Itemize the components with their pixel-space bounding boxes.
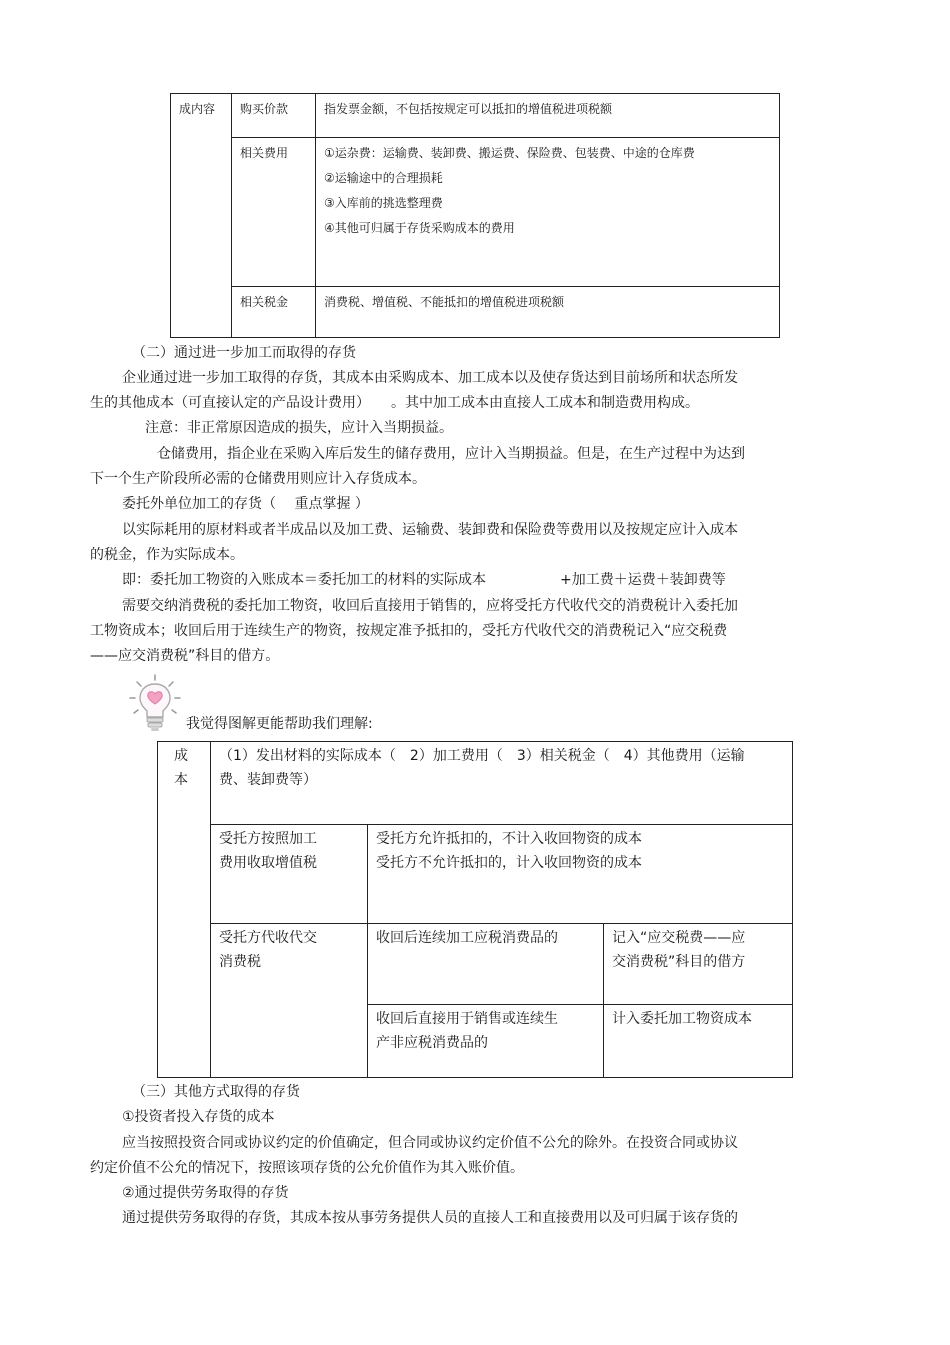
related-fees-item: ④其他可归属于存货采购成本的费用 bbox=[324, 221, 515, 235]
paragraph-line: ——应交消费税”科目的借方。 bbox=[90, 648, 280, 664]
vat-label-cell bbox=[211, 825, 368, 924]
row-label-cell bbox=[232, 94, 316, 138]
section3-heading: （三）其他方式取得的存货 bbox=[132, 1084, 300, 1100]
cost-components-text: 费、装卸费等） bbox=[219, 772, 317, 788]
consumption-tax-result: 计入委托加工物资成本 bbox=[612, 1011, 752, 1027]
related-taxes-label: 相关税金 bbox=[240, 295, 289, 309]
paragraph-line: 需要交纳消费税的委托加工物资，收回后直接用于销售的，应将受托方代收代交的消费税计入委托加 bbox=[122, 598, 738, 614]
consumption-tax-label-cell bbox=[211, 924, 368, 1078]
consumption-tax-result: 交消费税”科目的借方 bbox=[612, 954, 746, 970]
paragraph-line: 下一个生产阶段所必需的仓储费用则应计入存货成本。 bbox=[90, 471, 426, 487]
cost-components-cell bbox=[211, 742, 793, 825]
vat-rule: 受托方允许抵扣的，不计入收回物资的成本 bbox=[376, 831, 642, 847]
subheading: ②通过提供劳务取得的存货 bbox=[122, 1185, 289, 1201]
cost-category-cell bbox=[158, 742, 211, 1078]
paragraph-line: 工物资成本；收回后用于连续生产的物资，按规定准予抵扣的，受托方代收代交的消费税记入“应交税费 bbox=[90, 623, 728, 639]
related-fees-item: ②运输途中的合理损耗 bbox=[324, 171, 443, 185]
formula-line: +加工费＋运费＋装卸费等 bbox=[560, 572, 726, 588]
consumption-tax-case: 收回后直接用于销售或连续生 bbox=[376, 1011, 558, 1027]
purchase-price-label: 购买价款 bbox=[240, 102, 289, 116]
paragraph-line: 应当按照投资合同或协议约定的价值确定，但合同或协议约定价值不公允的除外。在投资合同或协议 bbox=[122, 1135, 738, 1151]
cost-category-char: 本 bbox=[174, 772, 188, 788]
formula-line: 即：委托加工物资的入账成本＝委托加工的材料的实际成本 bbox=[122, 572, 486, 588]
consumption-tax-case: 产非应税消费品的 bbox=[376, 1035, 488, 1051]
related-fees-label: 相关费用 bbox=[240, 146, 289, 160]
row-content-cell bbox=[316, 287, 780, 338]
paragraph-line: 的税金，作为实际成本。 bbox=[90, 547, 244, 563]
outsource-heading: 委托外单位加工的存货（ 重点掌握 ） bbox=[122, 496, 369, 512]
purchase-cost-table bbox=[170, 93, 780, 338]
related-fees-item: ③入库前的挑选整理费 bbox=[324, 196, 443, 210]
subheading: ①投资者投入存货的成本 bbox=[122, 1109, 275, 1125]
vat-content-cell bbox=[368, 825, 793, 924]
paragraph-line: 通过提供劳务取得的存货，其成本按从事劳务提供人员的直接人工和直接费用以及可归属于该存货的 bbox=[122, 1210, 738, 1226]
consumption-tax-case-cell bbox=[368, 1005, 604, 1078]
cost-category-char: 成 bbox=[174, 748, 188, 764]
outsource-cost-table bbox=[157, 741, 793, 1078]
consumption-tax-case-cell bbox=[368, 924, 604, 1005]
vat-rule: 受托方不允许抵扣的，计入收回物资的成本 bbox=[376, 855, 642, 871]
note-line: 注意：非正常原因造成的损失，应计入当期损益。 bbox=[145, 420, 453, 436]
consumption-tax-result-cell bbox=[604, 924, 793, 1005]
row-label-cell bbox=[232, 138, 316, 287]
vat-label: 受托方按照加工 bbox=[219, 831, 317, 847]
section2-heading: （二）通过进一步加工而取得的存货 bbox=[132, 345, 356, 361]
lightbulb-heart-icon bbox=[128, 673, 182, 733]
cost-category-label: 成内容 bbox=[179, 102, 216, 116]
paragraph-line: 约定价值不公允的情况下，按照该项存货的公允价值作为其入账价值。 bbox=[90, 1160, 524, 1176]
paragraph-line: 企业通过进一步加工取得的存货，其成本由采购成本、加工成本以及使存货达到目前场所和状态所发 bbox=[122, 370, 738, 386]
related-fees-item: ①运杂费：运输费、装卸费、搬运费、保险费、包装费、中途的仓库费 bbox=[324, 146, 695, 160]
paragraph-line: 生的其他成本（可直接认定的产品设计费用） 。其中加工成本由直接人工成本和制造费用构成。 bbox=[90, 395, 699, 411]
row-content-cell bbox=[316, 94, 780, 138]
related-taxes-desc: 消费税、增值税、不能抵扣的增值税进项税额 bbox=[324, 295, 565, 309]
consumption-tax-result-cell bbox=[604, 1005, 793, 1078]
consumption-tax-case: 收回后连续加工应税消费品的 bbox=[376, 930, 558, 946]
purchase-price-desc: 指发票金额，不包括按规定可以抵扣的增值税进项税额 bbox=[324, 102, 613, 116]
consumption-tax-label: 消费税 bbox=[219, 954, 261, 970]
diagram-intro: 我觉得图解更能帮助我们理解: bbox=[186, 716, 373, 732]
vat-label: 费用收取增值税 bbox=[219, 855, 317, 871]
paragraph-line: 以实际耗用的原材料或者半成品以及加工费、运输费、装卸费和保险费等费用以及按规定应计入成本 bbox=[122, 522, 738, 538]
row-content-cell bbox=[316, 138, 780, 287]
row-label-cell bbox=[232, 287, 316, 338]
consumption-tax-result: 记入“应交税费——应 bbox=[612, 930, 746, 946]
cost-components-text: （1）发出材料的实际成本（ 2）加工费用（ 3）相关税金（ 4）其他费用（运输 bbox=[219, 748, 745, 764]
consumption-tax-label: 受托方代收代交 bbox=[219, 930, 317, 946]
cost-category-cell bbox=[171, 94, 232, 338]
paragraph-line: 仓储费用，指企业在采购入库后发生的储存费用，应计入当期损益。但是，在生产过程中为达到 bbox=[157, 446, 745, 462]
